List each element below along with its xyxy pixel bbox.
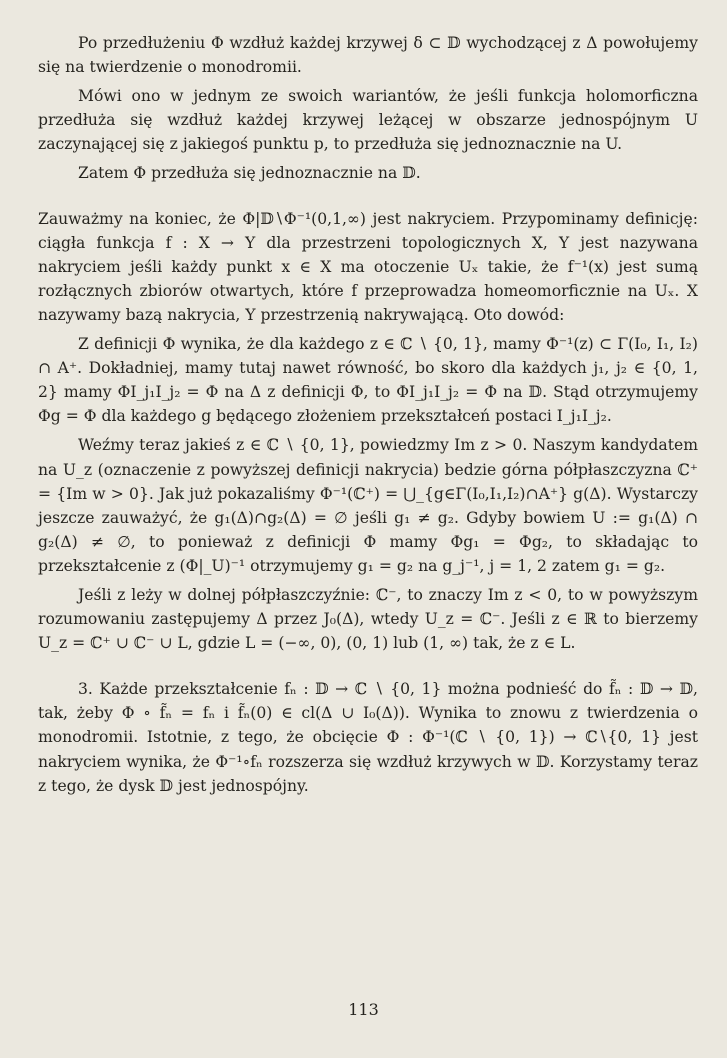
paragraph-monodromy-theorem: Mówi ono w jednym ze swoich wariantów, że jeśli funkcja holomorficzna przedłuża się wzdłuż każdej krzywej leżącej w obszarze jednospójnym U zaczynającej się z jakiegoś punktu p, to przedłuża się jednoznacznie na U. (38, 87, 698, 154)
paragraph-phi-definition: Z definicji Φ wynika, że dla każdego z ∈ ℂ ∖ {0, 1}, mamy Φ⁻¹(z) ⊂ Γ(I₀, I₁, I₂) ∩ A⁺. Dokładniej, mamy tutaj nawet równość, bo skoro dla każdych j₁, j₂ ∈ {0, 1, 2} mamy ΦI_j₁I_j₂ = Φ na Δ z definicji Φ, to ΦI_j₁I_j₂ = Φ na 𝔻. Stąd otrzymujemy Φg = Φ dla każdego g będącego złożeniem przekształceń postaci I_j₁I_j₂. (38, 335, 698, 426)
paragraph-unique-extension: Zatem Φ przedłuża się jednoznacznie na 𝔻. (78, 164, 421, 183)
page-number: 113 (348, 1000, 379, 1019)
page-body (38, 31, 698, 798)
paragraph-lower-half-plane: Jeśli z leży w dolnej półpłaszczyźnie: ℂ⁻, to znaczy Im z < 0, to w powyższym rozumowaniu zastępujemy Δ przez J₀(Δ), wtedy U_z = ℂ⁻. Jeśli z ∈ ℝ to bierzemy U_z = ℂ⁺ ∪ ℂ⁻ ∪ L, gdzie L = (−∞, 0), (0, 1) lub (1, ∞) tak, że z ∈ L. (38, 585, 698, 653)
paragraph-covering-definition: Zauważmy na koniec, że Φ|𝔻∖Φ⁻¹(0,1,∞) jest nakryciem. Przypominamy definicję: ciągła funkcja f : X → Y dla przestrzeni topologicznych X, Y jest nazywana nakryciem jeśli każdy punkt x ∈ X ma otoczenie Uₓ takie, że f⁻¹(x) jest sumą rozłącznych zbiorów otwartych, które f przeprowadza homeomorficznie na Uₓ. X nazywamy bazą nakrycia, Y przestrzenią nakrywającą. Oto dowód: (38, 209, 698, 324)
paragraph-monodromy-extension: Po przedłużeniu Φ wzdłuż każdej krzywej δ ⊂ 𝔻 wychodzącej z Δ powołujemy się na twierdzenie o monodromii. (38, 34, 698, 77)
paragraph-upper-half-plane: Weźmy teraz jakieś z ∈ ℂ ∖ {0, 1}, powiedzmy Im z > 0. Naszym kandydatem na U_z (oznaczenie z powyższej definicji nakrycia) bedzie górna półpłaszczyzna ℂ⁺ = {Im w > 0}. Jak już pokazaliśmy Φ⁻¹(ℂ⁺) = ⋃_{g∈Γ(I₀,I₁,I₂)∩A⁺} g(Δ). Wystarczy jeszcze zauważyć, że g₁(Δ)∩g₂(Δ) = ∅ jeśli g₁ ≠ g₂. Gdyby bowiem U := g₁(Δ) ∩ g₂(Δ) ≠ ∅, to ponieważ z definicji Φ mamy Φg₁ = Φg₂, to składając to przekształcenie z (Φ|_U)⁻¹ otrzymujemy g₁ = g₂ na g_j⁻¹, j = 1, 2 zatem g₁ = g₂. (38, 436, 698, 575)
paragraph-lifting: 3. Każde przekształcenie fₙ : 𝔻 → ℂ ∖ {0, 1} można podnieść do f̃ₙ : 𝔻 → 𝔻, tak, żeby Φ ∘ f̃ₙ = fₙ i f̃ₙ(0) ∈ cl(Δ ∪ I₀(Δ)). Wynika to znowu z twierdzenia o monodromii. Istotnie, z tego, że obcięcie Φ : Φ⁻¹(ℂ ∖ {0, 1}) → ℂ∖{0, 1} jest nakryciem wynika, że Φ⁻¹∘fₙ rozszerza się wzdłuż krzywych w 𝔻. Korzystamy teraz z tego, że dysk 𝔻 jest jednospójny. (38, 680, 698, 795)
